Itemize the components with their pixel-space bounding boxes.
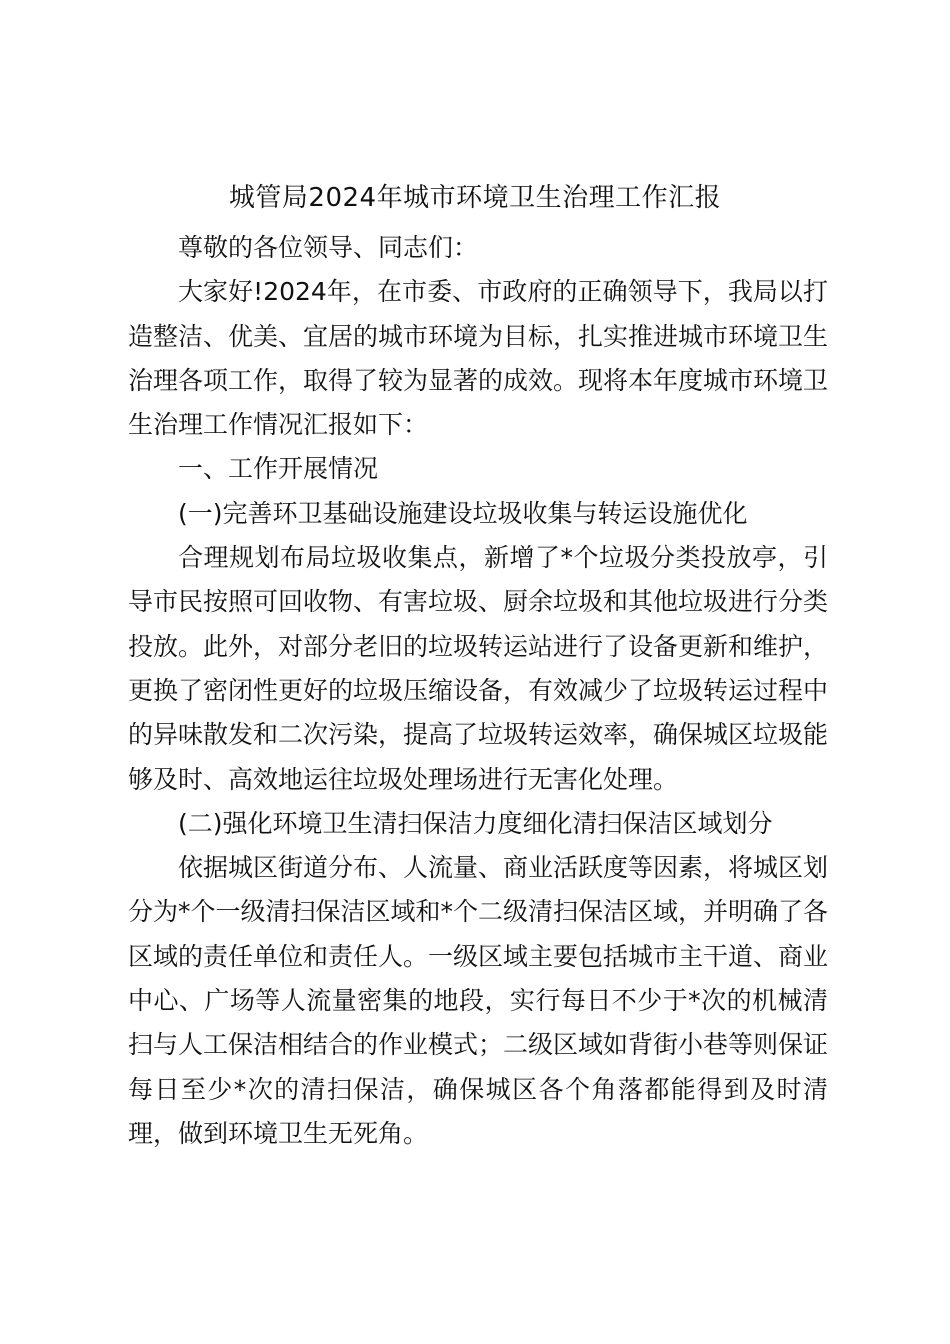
opening-paragraph: 大家好!2024年，在市委、市政府的正确领导下，我局以打造整洁、优美、宜居的城市环境为目标，扎实推进城市环境卫生治理各项工作，取得了较为显著的成效。现将本年度城市环境卫生治理工作情况汇报如下： xyxy=(128,277,829,440)
body-paragraph: 合理规划布局垃圾收集点，新增了*个垃圾分类投放亭，引导市民按照可回收物、有害垃圾、厨余垃圾和其他垃圾进行分类投放。此外，对部分老旧的垃圾转运站进行了设备更新和维护，更换了密闭性更好的垃圾压缩设备，有效减少了垃圾转运过程中的异味散发和二次污染，提高了垃圾转运效率，确保城区垃圾能够及时、高效地运往垃圾处理场进行无害化处理。 xyxy=(128,543,829,794)
section-heading: 一、工作开展情况 xyxy=(178,454,379,484)
body-paragraph: 依据城区街道分布、人流量、商业活跃度等因素，将城区划分为*个一级清扫保洁区域和*个二级清扫保洁区域，并明确了各区域的责任单位和责任人。一级区域主要包括城市主干道、商业中心、广场等人流量密集的地段，实行每日不少于*次的机械清扫与人工保洁相结合的作业模式；二级区域如背街小巷等则保证每日至少*次的清扫保洁，确保城区各个角落都能得到及时清理，做到环境卫生无死角。 xyxy=(128,853,829,1148)
salutation: 尊敬的各位领导、同志们： xyxy=(178,233,479,262)
subsection-heading: (二)强化环境卫生清扫保洁力度细化清扫保洁区域划分 xyxy=(178,808,773,838)
document-body xyxy=(128,226,828,1156)
document-title: 城管局2024年城市环境卫生治理工作汇报 xyxy=(228,183,722,213)
subsection-heading: (一)完善环卫基础设施建设垃圾收集与转运设施优化 xyxy=(178,498,748,528)
